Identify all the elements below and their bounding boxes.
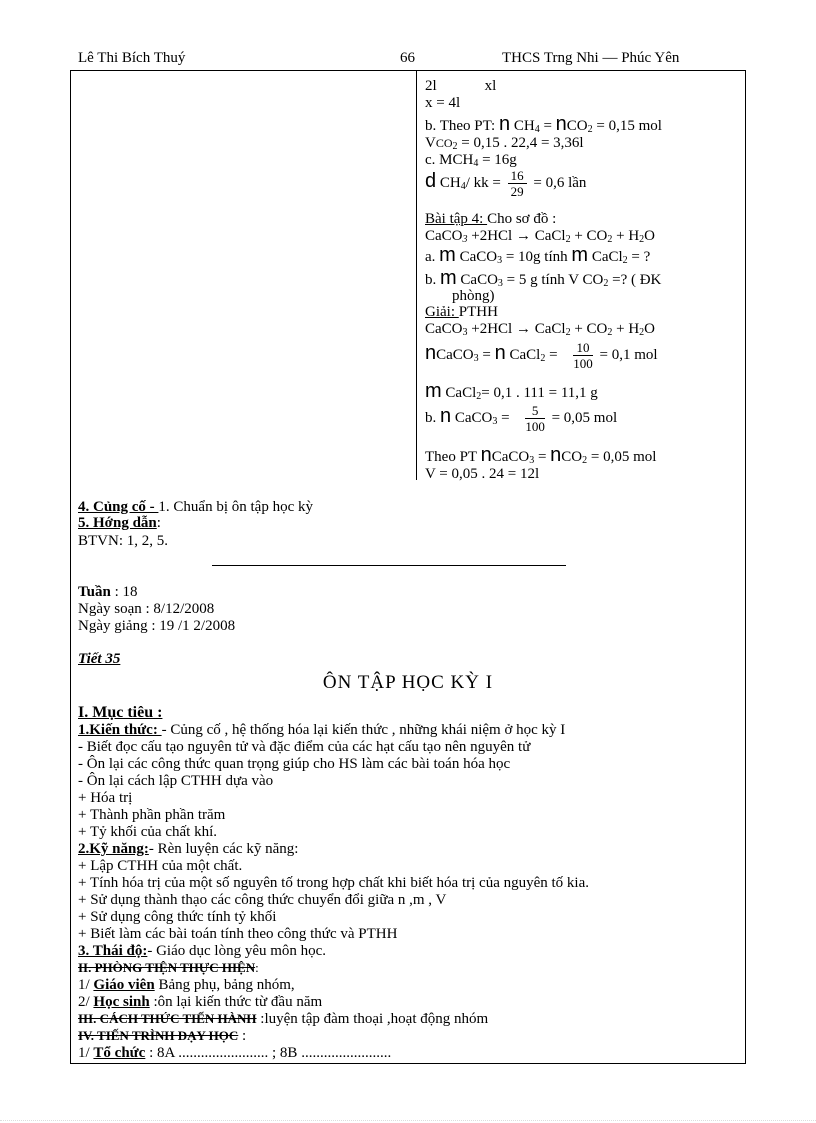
thai-do: 3. Thái độ:- Giáo dục lòng yêu môn học.: [78, 943, 327, 959]
question-b-cont: phòng): [452, 288, 495, 304]
btvn: BTVN: 1, 2, 5.: [78, 533, 168, 549]
lesson-title: ÔN TẬP HỌC KỲ I: [322, 672, 494, 693]
ngay-soan: Ngày soạn : 8/12/2008: [78, 601, 215, 617]
kien-thuc-2: - Ôn lại các công thức quan trọng giúp cho HS làm các bài toán hóa học: [78, 756, 511, 772]
kien-thuc: 1.Kiến thức: - Củng cố , hệ thống hóa lại kiến thức , những khái niệm ở học kỳ I: [78, 722, 566, 738]
phong-tien: II. PHÒNG TIỆN THỰC HIỆN:: [78, 960, 259, 975]
to-chuc: 1/ Tổ chức : 8A ........................ ; 8B ........................: [78, 1045, 392, 1061]
bottom-dotted-line: [0, 1120, 816, 1121]
muc-tieu: I. Mục tiêu :: [78, 704, 163, 721]
ky-nang: 2.Kỹ năng:- Rèn luyện các kỹ năng:: [78, 841, 299, 857]
ngay-giang: Ngày giảng : 19 /1 2/2008: [78, 618, 236, 634]
calc-line-1: 2l xl: [425, 78, 497, 94]
calc-line-6: d $CH_4/$ kk = $\frac{16}{29}$ = 0,6 lần: [425, 168, 587, 199]
solution-heading: Giải: PTHH: [425, 304, 498, 320]
ky-nang-3: + Sử dụng thành thạo các công thức chuyển đổi giữa n ,m , V: [78, 892, 447, 908]
cung-co: 4. Củng cố - 1. Chuẩn bị ôn tập học kỳ: [78, 499, 313, 515]
fraction-16-29: $\frac{16}{29}$: [508, 168, 527, 199]
calc-line-5: c. $MCH_4 = 16g$: [425, 152, 517, 169]
cach-thuc: III. CÁCH THỨC TIẾN HÀNH :luyện tập đàm thoại ,hoạt động nhóm: [78, 1011, 489, 1027]
calc-moles-2: b. n CaCO$_3$ = $\frac{5}{100}$ = 0,05 mol: [425, 403, 618, 434]
calc-theo-pt: Theo PT nCaCO$_3$ = nCO$_2$ = 0,05 mol: [425, 444, 657, 466]
calc-line-4: $VCO_2 = 0,15$ . 22,4 = 3,36l: [425, 135, 584, 152]
exercise-4-heading: Bài tập 4: Cho sơ đồ :: [425, 211, 557, 227]
header-school: THCS Trng Nhi — Phúc Yên: [502, 50, 680, 66]
kien-thuc-5: + Thành phần phần trăm: [78, 807, 226, 823]
header-page-number: 66: [400, 50, 415, 66]
header-author: Lê Thi Bích Thuý: [78, 50, 186, 66]
tuan: Tuần : 18: [78, 584, 138, 600]
calc-line-2: x = 4l: [425, 95, 461, 111]
question-a: a. m CaCO$_3$ = 10g tính m CaCl$_2$ = ?: [425, 244, 651, 266]
ky-nang-4: + Sử dụng công thức tính tỷ khối: [78, 909, 277, 925]
kien-thuc-3: - Ôn lại cách lập CTHH dựa vào: [78, 773, 274, 789]
tien-trinh: IV. TIẾN TRÌNH DẠY HỌC :: [78, 1028, 247, 1044]
question-b: b. m CaCO$_3$ = 5 g tính V $CO_2$ =? ( ĐK: [425, 267, 662, 289]
hoc-sinh: 2/ Học sinh :ôn lại kiến thức từ đầu năm: [78, 994, 323, 1010]
ky-nang-1: + Lập CTHH của một chất.: [78, 858, 243, 874]
tiet: Tiết 35: [78, 651, 121, 667]
equation-1: CaCO$_3$ +2HCl → CaCl$_2$ + $CO_2 + H_2O$: [425, 228, 655, 245]
separator-line: [212, 565, 566, 566]
huong-dan: 5. Hớng dẫn:: [78, 515, 161, 531]
fraction-10-100: $\frac{10}{100}$: [573, 340, 593, 371]
calc-line-3: b. Theo PT: n $CH_4 = nCO_2 = 0,15$ mol: [425, 113, 662, 135]
ky-nang-2: + Tính hóa trị của một số nguyên tố trong hợp chất khi biết hóa trị của nguyên tố kia.: [78, 875, 590, 891]
kien-thuc-4: + Hóa trị: [78, 790, 133, 806]
ky-nang-5: + Biết làm các bài toán tính theo công thức và PTHH: [78, 926, 398, 942]
calc-mass: m CaCl$_2$= 0,1 . 111 = 11,1 g: [425, 380, 598, 402]
fraction-5-100: $\frac{5}{100}$: [525, 403, 545, 434]
equation-2: CaCO$_3$ +2HCl → CaCl$_2$ + $CO_2 + H_2O$: [425, 321, 655, 338]
kien-thuc-6: + Tỷ khối của chất khí.: [78, 824, 217, 840]
calc-moles-1: nCaCO$_3$ = n CaCl$_2$ = $\frac{10}{100}$ = 0,1 mol: [425, 340, 658, 371]
column-divider: [416, 70, 417, 480]
giao-vien: 1/ Giáo viên Bảng phụ, bảng nhóm,: [78, 977, 295, 993]
kien-thuc-1: - Biết đọc cấu tạo nguyên tử và đặc điểm của các hạt cấu tạo nên nguyên tử: [78, 739, 531, 755]
calc-volume: V = 0,05 . 24 = 12l: [425, 466, 540, 482]
